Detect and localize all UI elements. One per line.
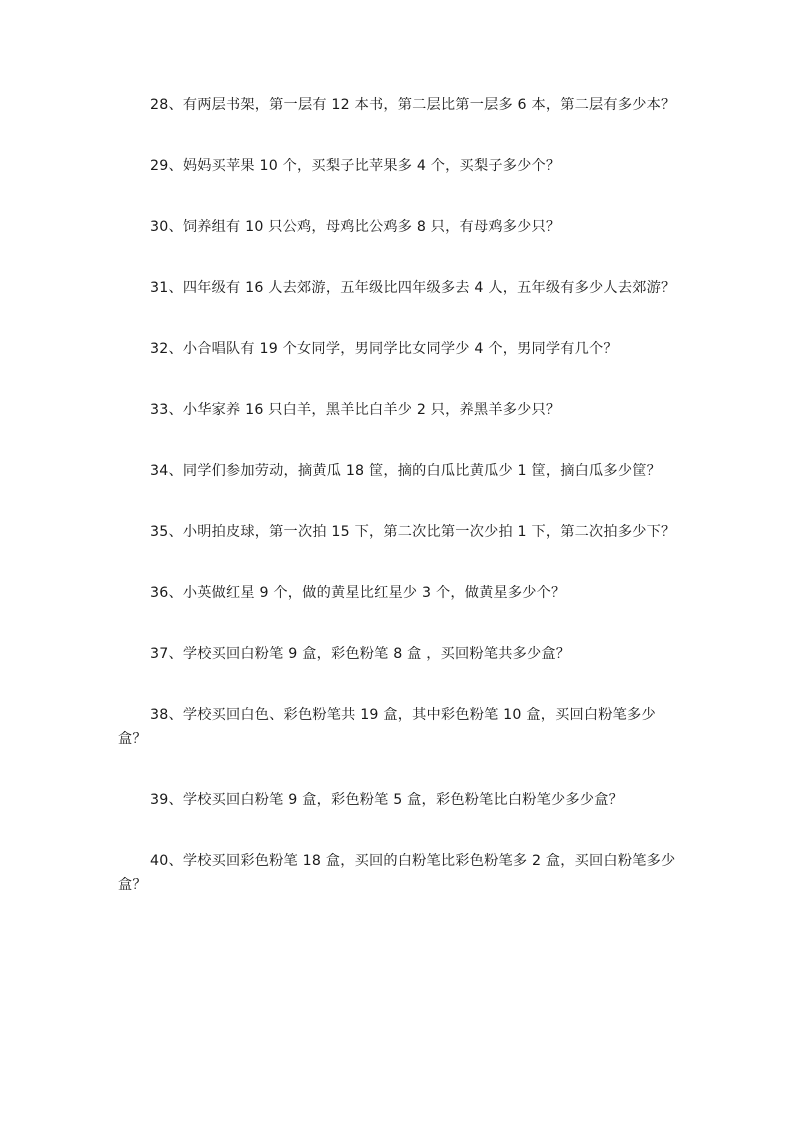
problem-item: [118, 581, 678, 605]
problem-item: [118, 93, 678, 117]
problem-text: 、有两层书架，第一层有 12 本书，第二层比第一层多 6 本，第二层有多少本？: [168, 97, 676, 113]
problem-item: [118, 398, 678, 422]
problem-text: 、小合唱队有 19 个女同学，男同学比女同学少 4 个，男同学有几个？: [168, 341, 618, 357]
problem-number: 32: [150, 341, 169, 357]
problem-text: 、学校买回白色、彩色粉笔共 19 盒，其中彩色粉笔 10 盒，买回白粉笔多少盒？: [118, 707, 656, 747]
problem-number: 28: [150, 97, 169, 113]
problem-item: [118, 337, 678, 361]
problem-text: 、四年级有 16 人去郊游，五年级比四年级多去 4 人，五年级有多少人去郊游？: [168, 280, 676, 296]
problem-number: 31: [150, 280, 169, 296]
problem-item: [118, 154, 678, 178]
problem-item: [118, 788, 678, 812]
problem-text: 、小华家养 16 只白羊，黑羊比白羊少 2 只，养黑羊多少只？: [168, 402, 561, 418]
problem-text: 、同学们参加劳动，摘黄瓜 18 筐，摘的白瓜比黄瓜少 1 筐，摘白瓜多少筐？: [168, 463, 661, 479]
problem-number: 35: [150, 524, 169, 540]
problem-item: [118, 215, 678, 239]
problem-number: 30: [150, 219, 169, 235]
problem-number: 34: [150, 463, 169, 479]
problem-number: 37: [150, 646, 169, 662]
problem-text: 、小明拍皮球，第一次拍 15 下，第二次比第一次少拍 1 下，第二次拍多少下？: [168, 524, 676, 540]
problem-list: [118, 93, 678, 934]
problem-item: [118, 849, 678, 897]
problem-text: 、妈妈买苹果 10 个，买梨子比苹果多 4 个，买梨子多少个？: [168, 158, 561, 174]
problem-number: 33: [150, 402, 169, 418]
problem-text: 、小英做红星 9 个，做的黄星比红星少 3 个，做黄星多少个？: [168, 585, 566, 601]
problem-item: [118, 520, 678, 544]
problem-item: [118, 703, 678, 751]
problem-number: 36: [150, 585, 169, 601]
problem-item: [118, 276, 678, 300]
problem-number: 39: [150, 792, 169, 808]
problem-number: 38: [150, 707, 169, 723]
problem-text: 、学校买回白粉笔 9 盒，彩色粉笔 5 盒，彩色粉笔比白粉笔少多少盒？: [168, 792, 623, 808]
problem-text: 、学校买回白粉笔 9 盒，彩色粉笔 8 盒 ，买回粉笔共多少盒？: [168, 646, 571, 662]
problem-text: 、学校买回彩色粉笔 18 盒，买回的白粉笔比彩色粉笔多 2 盒，买回白粉笔多少盒？: [118, 853, 676, 893]
problem-item: [118, 642, 678, 666]
problem-number: 29: [150, 158, 169, 174]
problem-number: 40: [150, 853, 169, 869]
problem-item: [118, 459, 678, 483]
problem-text: 、饲养组有 10 只公鸡，母鸡比公鸡多 8 只，有母鸡多少只？: [168, 219, 561, 235]
